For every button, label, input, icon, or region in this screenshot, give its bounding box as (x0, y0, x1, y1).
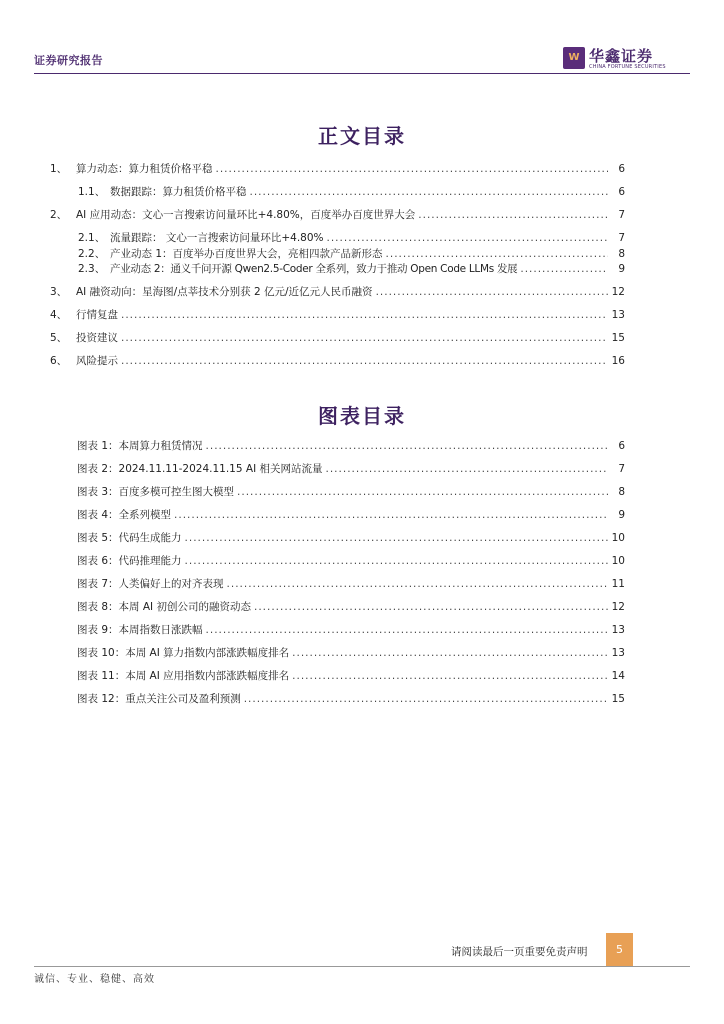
toc-entry[interactable]: 6、 风险提示 ..... 16 (50, 354, 625, 368)
leader-dots (386, 247, 608, 261)
figures-title: 图表目录 (318, 404, 406, 428)
toc-entry-text: 产业动态 1：百度举办百度世界大会，亮相四款产品新形态 (110, 248, 383, 260)
header-divider (34, 73, 690, 74)
logo-name-en: CHINA FORTUNE SECURITIES (589, 64, 666, 70)
leader-dots (250, 185, 609, 199)
logo-mark-icon: W (563, 47, 585, 69)
leader-dots (520, 262, 608, 276)
figure-page-number: 6 (618, 440, 625, 452)
leader-dots (216, 162, 609, 176)
figure-entry[interactable] (77, 623, 625, 637)
toc-page-number: 6 (618, 186, 625, 198)
leader-dots (174, 508, 608, 522)
toc-entry[interactable]: 1、 算力动态：算力租赁价格平稳 ..... 6 (50, 162, 625, 176)
leader-dots (292, 646, 608, 660)
leader-dots (121, 354, 608, 368)
toc-page-number: 12 (611, 286, 625, 298)
leader-dots (185, 531, 608, 545)
toc-entry-text: AI 应用动态：文心一言搜索访问量环比+4.80%，百度举办百度世界大会 (76, 209, 416, 221)
figure-page-number: 15 (611, 693, 625, 705)
leader-dots (206, 439, 608, 453)
leader-dots (121, 331, 608, 345)
page-number-badge (606, 933, 633, 967)
figure-entry-text: 图表 3：百度多模可控生图大模型 (77, 486, 235, 498)
figure-page-number: 13 (611, 624, 625, 636)
toc-page-number: 16 (611, 355, 625, 367)
toc-entry[interactable]: 2、 AI 应用动态：文心一言搜索访问量环比+4.80%，百度举办百度世界大会 ..... 7 (50, 208, 625, 222)
figure-entry[interactable] (77, 439, 625, 453)
leader-dots (185, 554, 608, 568)
toc-page-number: 9 (618, 263, 625, 275)
figure-entry-text: 图表 1：本周算力租赁情况 (77, 440, 203, 452)
toc-entry-text: 算力动态：算力租赁价格平稳 (76, 163, 213, 175)
leader-dots (418, 208, 608, 222)
figure-entry-text: 图表 9：本周指数日涨跌幅 (77, 624, 203, 636)
figure-entry-text: 图表 8：本周 AI 初创公司的融资动态 (77, 601, 251, 613)
figure-entry[interactable] (77, 462, 625, 476)
toc-entry[interactable]: 4、 行情复盘 ..... 13 (50, 308, 625, 322)
page-number: 5 (616, 943, 623, 956)
figure-page-number: 12 (611, 601, 625, 613)
toc-entry-text: 流量跟踪： 文心一言搜索访问量环比+4.80% (110, 232, 324, 244)
company-logo (563, 47, 666, 73)
toc-entry-text: AI 融资动向：星海图/点莘技术分别获 2 亿元/近亿元人民币融资 (76, 286, 373, 298)
leader-dots (227, 577, 608, 591)
figure-entry[interactable] (77, 531, 625, 545)
toc-page-number: 7 (618, 232, 625, 244)
footer-motto: 诚信、专业、稳健、高效 (34, 974, 155, 985)
figure-entry-text: 图表 10：本周 AI 算力指数内部涨跌幅度排名 (77, 647, 290, 659)
figure-page-number: 8 (618, 486, 625, 498)
figure-entry-text: 图表 4：全系列模型 (77, 509, 172, 521)
figure-entry-text: 图表 6：代码推理能力 (77, 555, 182, 567)
leader-dots (254, 600, 608, 614)
toc-entry[interactable]: 2.3、 产业动态 2：通义千问开源 Qwen2.5-Coder 全系列，致力于推动 Open Code LLMs 发展 ..... 9 (78, 262, 625, 276)
toc-page-number: 8 (618, 248, 625, 260)
toc-entry[interactable]: 3、 AI 融资动向：星海图/点莘技术分别获 2 亿元/近亿元人民币融资 ..... 12 (50, 285, 625, 299)
toc-title: 正文目录 (318, 124, 406, 148)
toc-page-number: 7 (618, 209, 625, 221)
figure-entry[interactable] (77, 646, 625, 660)
figure-entry[interactable] (77, 554, 625, 568)
leader-dots (326, 462, 609, 476)
leader-dots (327, 231, 609, 245)
footer-divider (34, 966, 690, 967)
leader-dots (206, 623, 608, 637)
figure-entry[interactable] (77, 669, 625, 683)
figure-page-number: 10 (611, 532, 625, 544)
toc-entry-text: 投资建议 (76, 332, 118, 344)
toc-entry[interactable]: 2.1、 流量跟踪： 文心一言搜索访问量环比+4.80% ..... 7 (78, 231, 625, 245)
disclaimer-note: 请阅读最后一页重要免责声明 (451, 946, 588, 958)
leader-dots (237, 485, 608, 499)
leader-dots (244, 692, 608, 706)
figure-entry[interactable] (77, 577, 625, 591)
figure-entry[interactable] (77, 508, 625, 522)
toc-entry-text: 产业动态 2：通义千问开源 Qwen2.5-Coder 全系列，致力于推动 Open Code LLMs 发展 (110, 263, 518, 275)
toc-page-number: 6 (618, 163, 625, 175)
toc-entry-text: 风险提示 (76, 355, 118, 367)
figure-entry-text: 图表 2：2024.11.11-2024.11.15 AI 相关网站流量 (77, 463, 323, 475)
toc-entry-text: 行情复盘 (76, 309, 118, 321)
leader-dots (376, 285, 608, 299)
figure-entry-text: 图表 11：本周 AI 应用指数内部涨跌幅度排名 (77, 670, 290, 682)
figure-page-number: 11 (611, 578, 625, 590)
toc-page-number: 13 (611, 309, 625, 321)
toc-entry[interactable]: 1.1、 数据跟踪：算力租赁价格平稳 ..... 6 (78, 185, 625, 199)
figure-page-number: 10 (611, 555, 625, 567)
toc-entry[interactable]: 2.2、 产业动态 1：百度举办百度世界大会，亮相四款产品新形态 ..... 8 (78, 247, 625, 261)
figure-entry-text: 图表 7：人类偏好上的对齐表现 (77, 578, 224, 590)
figure-page-number: 14 (611, 670, 625, 682)
figure-page-number: 9 (618, 509, 625, 521)
report-type-label: 证券研究报告 (34, 54, 103, 67)
logo-name-cn: 华鑫证券 (589, 47, 654, 65)
figure-entry[interactable] (77, 485, 625, 499)
leader-dots (292, 669, 608, 683)
toc-entry-text: 数据跟踪：算力租赁价格平稳 (110, 186, 247, 198)
figure-entry-text: 图表 5：代码生成能力 (77, 532, 182, 544)
figure-page-number: 7 (618, 463, 625, 475)
figure-entry[interactable] (77, 600, 625, 614)
toc-entry[interactable]: 5、 投资建议 ..... 15 (50, 331, 625, 345)
leader-dots (121, 308, 608, 322)
figure-page-number: 13 (611, 647, 625, 659)
figure-entry[interactable] (77, 692, 625, 706)
figure-entry-text: 图表 12：重点关注公司及盈利预测 (77, 693, 241, 705)
toc-page-number: 15 (611, 332, 625, 344)
